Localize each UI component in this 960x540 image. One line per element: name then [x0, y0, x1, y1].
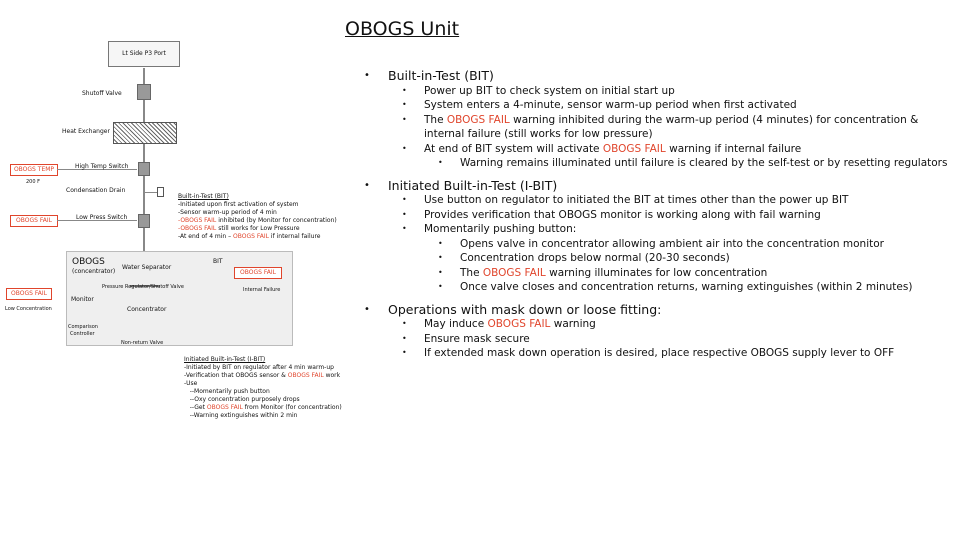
ibit-note	[184, 356, 342, 420]
text-run: Use button on regulator to initiated the BIT at times other than the power up BIT	[424, 194, 849, 206]
monitor-label: Monitor	[71, 296, 94, 303]
text-run: warning	[550, 318, 596, 330]
high-temp-switch-label: High Temp Switch	[75, 163, 129, 170]
text-run: warning if internal failure	[665, 142, 802, 155]
shutoff-valve	[137, 84, 151, 100]
text-run: --Momentarily push button	[184, 388, 270, 395]
text-run: Opens valve in concentrator allowing ambient air into the concentration monitor	[460, 237, 884, 250]
text-run: warning inhibited during the warm-up period (4 minutes) for concentration &	[509, 113, 919, 126]
obogs-fail-text: OBOGS FAIL	[602, 142, 666, 155]
bullet-item	[364, 208, 947, 223]
bullet-item	[364, 222, 947, 237]
text-run: Concentration drops below normal (20-30 seconds)	[460, 252, 730, 264]
text-run: Built-in-Test (BIT)	[388, 68, 494, 83]
text-run: The	[424, 113, 447, 126]
obogs-fail-text: OBOGS FAIL	[482, 266, 546, 279]
ibit-note-heading: Initiated Built-in-Test (I-BIT)	[184, 356, 266, 363]
text-run: Ensure mask secure	[424, 332, 530, 345]
obogs-fail-indicator-left2: OBOGS FAIL	[6, 288, 52, 300]
text-run: internal failure (still works for low pressure)	[424, 128, 653, 140]
text-run: Operations with mask down or loose fitting:	[388, 301, 662, 317]
drain-line	[145, 192, 157, 193]
text-run: if internal failure	[269, 233, 321, 240]
bit-note-line	[178, 217, 337, 225]
obogs-heading: OBOGS	[72, 257, 105, 267]
concentrator-label: Concentrator	[127, 306, 167, 313]
obogs-temp-indicator: OBOGS TEMP	[10, 164, 58, 176]
section-heading	[364, 179, 947, 194]
text-run: Once valve closes and concentration returns, warning extinguishes (within 2 minutes)	[460, 281, 913, 293]
concentrator-sub: (concentrator)	[72, 268, 116, 275]
obogs-fail-indicator-mid: OBOGS FAIL	[234, 267, 282, 279]
bit-note-line	[178, 201, 337, 209]
low-press-switch-label: Low Press Switch	[76, 214, 128, 221]
text-run: -Use	[184, 380, 198, 387]
bit-note-line	[178, 225, 337, 233]
text-run: Provides verification that OBOGS monitor is working along with fail warning	[424, 208, 821, 221]
comparison-label: Comparison	[68, 324, 98, 330]
obogs-fail-text: OBOGS FAIL	[233, 233, 269, 240]
bit-note-line	[178, 209, 337, 217]
text-run: The	[460, 266, 483, 279]
text-run: --Get	[184, 404, 207, 411]
bit-note	[178, 193, 337, 241]
shutoff-valve-label: Shutoff Valve	[82, 90, 122, 97]
bit-label: BIT	[213, 258, 223, 265]
bullet-item	[364, 98, 947, 113]
condensation-drain-label: Condensation Drain	[66, 187, 126, 194]
obogs-fail-text: OBOGS FAIL	[446, 113, 510, 126]
bit-note-heading: Built-in-Test (BIT)	[178, 193, 229, 200]
bullet-item	[364, 332, 947, 347]
obogs-fail-text: -OBOGS FAIL	[178, 225, 217, 232]
text-run: -At end of 4 min –	[178, 233, 234, 240]
obogs-fail-text: OBOGS FAIL	[206, 404, 243, 411]
port-box: Lt Side P3 Port	[108, 41, 180, 67]
ibit-note-line	[184, 388, 342, 396]
ibit-note-line	[184, 412, 342, 420]
heat-exchanger-label: Heat Exchanger	[62, 128, 110, 135]
ibit-note-line	[184, 364, 342, 372]
text-run: still works for Low Pressure	[216, 225, 300, 232]
sub-bullet-item	[364, 237, 947, 252]
bit-note-line	[178, 233, 337, 241]
text-run: -Initiated upon first activation of system	[178, 201, 299, 208]
text-run: Momentarily pushing button:	[424, 223, 577, 235]
text-run: from Monitor (for concentration)	[242, 404, 342, 411]
low-concentration-label: Low Concentration	[5, 306, 52, 312]
controller-label: Controller	[70, 331, 95, 337]
page-title: OBOGS Unit	[345, 18, 460, 40]
bullet-item	[364, 317, 947, 332]
section-heading	[364, 69, 947, 84]
sub-bullet-item	[364, 280, 947, 295]
low-press-switch	[138, 214, 150, 228]
pressure-regulator-label: Pressure Regulator/Shutoff Valve	[102, 284, 184, 290]
sub-bullet-item	[364, 266, 947, 281]
bullet-item	[364, 346, 947, 361]
water-separator-label: Water Separator	[122, 264, 172, 271]
content-list	[364, 69, 947, 361]
bullet-item	[364, 113, 947, 128]
text-run: warning illuminates for low concentration	[545, 266, 768, 279]
bullet-item	[364, 193, 947, 208]
text-run: --Warning extinguishes within 2 min	[184, 412, 298, 419]
bullet-continuation	[364, 127, 947, 142]
ibit-note-line	[184, 396, 342, 404]
obogs-fail-text: OBOGS FAIL	[287, 372, 324, 379]
text-run: Power up BIT to check system on initial start up	[424, 84, 675, 97]
text-run: Initiated Built-in-Test (I-BIT)	[388, 177, 558, 193]
obogs-fail-text: OBOGS FAIL	[487, 318, 551, 330]
non-return-valve-label: Non-return Valve	[121, 340, 164, 346]
text-run: Warning remains illuminated until failure is cleared by the self-test or by resetting regulators	[460, 157, 948, 169]
sub-bullet-item	[364, 251, 947, 266]
text-run: work	[323, 372, 341, 379]
internal-failure-label: Internal Failure	[243, 287, 281, 293]
ibit-note-line	[184, 380, 342, 388]
section-heading	[364, 303, 947, 318]
text-run: May induce	[424, 318, 488, 330]
condensation-drain	[157, 187, 164, 197]
temp-value: 200 F	[26, 179, 41, 185]
sub-bullet-item	[364, 156, 947, 171]
text-run: -Initiated by BIT on regulator after 4 min warm-up	[184, 364, 334, 371]
bullet-item	[364, 84, 947, 99]
heat-exchanger	[113, 122, 177, 144]
ibit-note-line	[184, 404, 342, 412]
text-run: inhibited (by Monitor for concentration)	[216, 217, 337, 224]
text-run: System enters a 4-minute, sensor warm-up period when first activated	[424, 99, 797, 111]
obogs-fail-text: -OBOGS FAIL	[178, 217, 217, 224]
text-run: -Sensor warm-up period of 4 min	[178, 209, 277, 216]
text-run: At end of BIT system will activate	[424, 142, 603, 155]
text-run: If extended mask down operation is desired, place respective OBOGS supply lever to OFF	[424, 347, 895, 359]
high-temp-switch	[138, 162, 150, 176]
text-run: --Oxy concentration purposely drops	[184, 396, 300, 403]
bullet-item	[364, 142, 947, 157]
ibit-note-line	[184, 372, 342, 380]
text-run: -Verification that OBOGS sensor &	[184, 372, 288, 379]
obogs-fail-indicator-left: OBOGS FAIL	[10, 215, 58, 227]
